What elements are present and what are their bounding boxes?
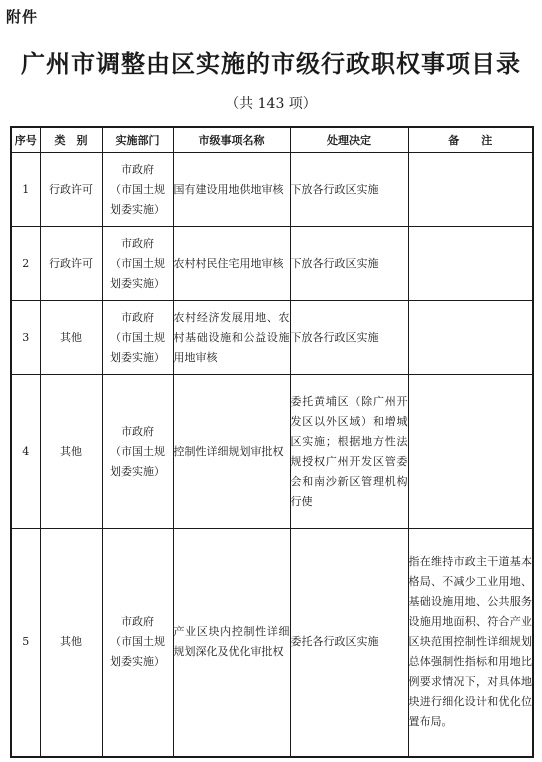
cell-item: 农村村民住宅用地审核 [173, 227, 290, 301]
dept-line: 划委实施） [110, 276, 165, 290]
dept-line: 市政府 [121, 424, 154, 438]
cell-item: 控制性详细规划审批权 [173, 375, 290, 529]
cell-dept [102, 227, 173, 301]
dept-line: 划委实施） [110, 464, 165, 478]
dept-line: （市国土规 [110, 444, 165, 458]
dept-line: 划委实施） [110, 350, 165, 364]
cell-remark [408, 153, 533, 227]
col-header-decision: 处理决定 [290, 127, 408, 153]
attachment-label: 附件 [6, 8, 39, 26]
dept-line: （市国土规 [110, 256, 165, 270]
items-table [10, 126, 534, 758]
cell-no: 4 [11, 375, 40, 529]
col-header-item: 市级事项名称 [173, 127, 290, 153]
cell-decision: 下放各行政区实施 [290, 301, 408, 375]
cell-category: 行政许可 [40, 153, 102, 227]
dept-line: （市国土规 [110, 182, 165, 196]
cell-decision: 下放各行政区实施 [290, 153, 408, 227]
cell-remark [408, 301, 533, 375]
dept-line: 市政府 [121, 162, 154, 176]
document-title: 广州市调整由区实施的市级行政职权事项目录 [21, 50, 521, 78]
table-row [11, 153, 533, 227]
dept-line: 市政府 [121, 615, 154, 629]
cell-category: 其他 [40, 529, 102, 757]
table-row [11, 375, 533, 529]
cell-dept [102, 153, 173, 227]
item-count: （共 143 项） [225, 96, 317, 112]
cell-decision: 委托黄埔区（除广州开发区以外区域）和增城区实施；根据地方性法规授权广州开发区管委会和南沙新区管理机构行使 [290, 375, 408, 529]
dept-line: 划委实施） [110, 202, 165, 216]
cell-remark: 指在维持市政主干道基本格局、不减少工业用地、基础设施用地、公共服务设施用地面积、符合产业区块范围控制性详细规划总体强制性指标和用地比例要求情况下，对具体地块进行细化设计和优化位置布局。 [408, 529, 533, 757]
cell-category: 其他 [40, 301, 102, 375]
cell-remark [408, 227, 533, 301]
cell-item: 农村经济发展用地、农村基础设施和公益设施用地审核 [173, 301, 290, 375]
cell-item: 产业区块内控制性详细规划深化及优化审批权 [173, 529, 290, 757]
col-header-remark: 备 注 [408, 127, 533, 153]
cell-decision: 委托各行政区实施 [290, 529, 408, 757]
cell-no: 3 [11, 301, 40, 375]
table-row [11, 301, 533, 375]
cell-category: 其他 [40, 375, 102, 529]
cell-remark [408, 375, 533, 529]
cell-dept [102, 301, 173, 375]
cell-item: 国有建设用地供地审核 [173, 153, 290, 227]
table-header-row [11, 127, 533, 153]
cell-decision: 下放各行政区实施 [290, 227, 408, 301]
table-row [11, 227, 533, 301]
cell-no: 5 [11, 529, 40, 757]
dept-line: （市国土规 [110, 330, 165, 344]
col-header-dept: 实施部门 [102, 127, 173, 153]
table-row [11, 529, 533, 757]
dept-line: （市国土规 [110, 635, 165, 649]
cell-dept [102, 375, 173, 529]
col-header-no: 序号 [11, 127, 40, 153]
dept-line: 市政府 [121, 236, 154, 250]
cell-no: 2 [11, 227, 40, 301]
col-header-category: 类 别 [40, 127, 102, 153]
cell-category: 行政许可 [40, 227, 102, 301]
cell-no: 1 [11, 153, 40, 227]
dept-line: 市政府 [121, 310, 154, 324]
cell-dept [102, 529, 173, 757]
dept-line: 划委实施） [110, 655, 165, 669]
